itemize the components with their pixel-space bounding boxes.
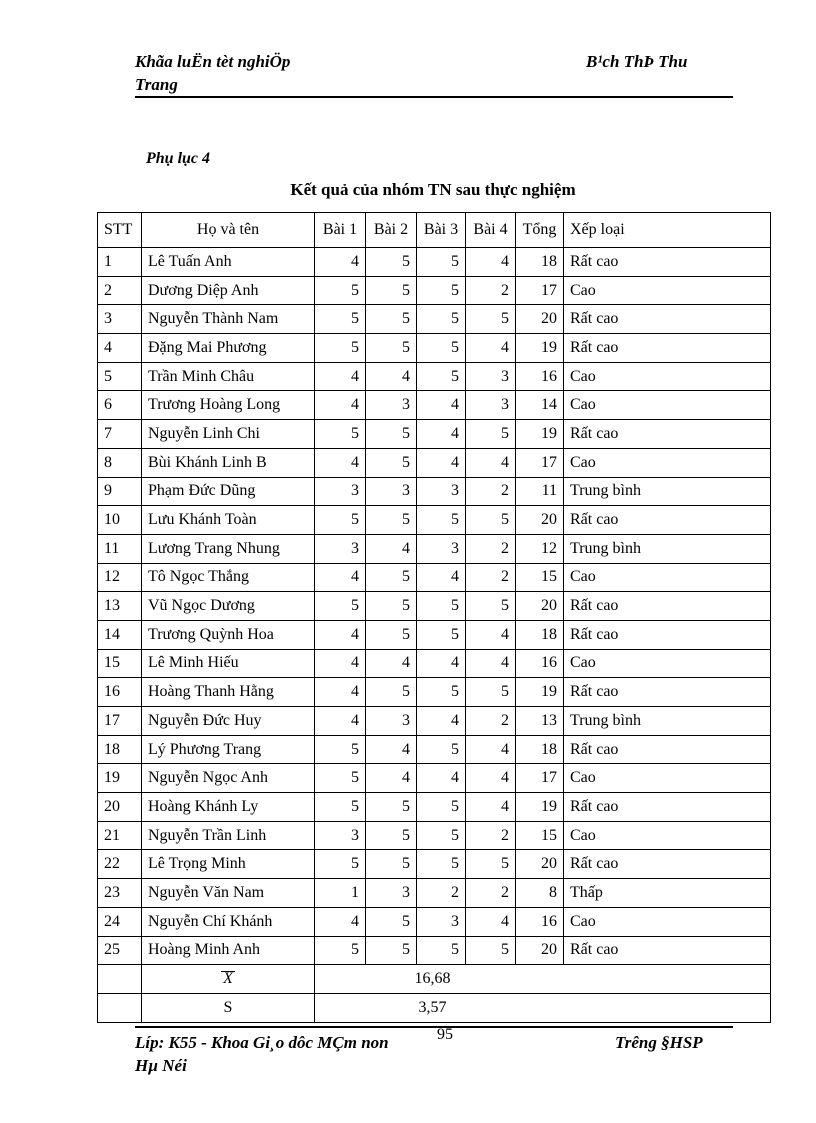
header-rule [135,96,733,98]
cell-name: Dương Diệp Anh [142,276,315,305]
cell-xep-loai: Rất cao [564,735,771,764]
cell-tong: 19 [516,334,564,363]
cell-tong: 17 [516,276,564,305]
cell-xep-loai: Rất cao [564,936,771,965]
cell-bai2: 5 [366,563,417,592]
cell-xep-loai: Thấp [564,879,771,908]
cell-bai3: 4 [417,420,466,449]
table-row [98,448,771,477]
cell-bai3: 5 [417,678,466,707]
cell-stt: 24 [98,907,142,936]
cell-name: Nguyễn Trần Linh [142,821,315,850]
cell-name: Hoàng Khánh Ly [142,793,315,822]
cell-xep-loai: Trung bình [564,707,771,736]
cell-tong: 11 [516,477,564,506]
table-title-text: Kết quả của nhóm TN sau thực nghiệm [290,180,576,199]
cell-bai1: 4 [315,620,366,649]
table-row [98,936,771,965]
cell-bai4: 2 [466,276,516,305]
cell-bai3: 5 [417,305,466,334]
table-row [98,362,771,391]
cell-bai3: 4 [417,391,466,420]
cell-stt: 16 [98,678,142,707]
cell-bai2: 5 [366,620,417,649]
col-header-stt: STT [98,213,142,248]
table-row [98,477,771,506]
cell-name: Lê Minh Hiếu [142,649,315,678]
cell-bai1: 5 [315,735,366,764]
cell-bai3: 5 [417,821,466,850]
table-row [98,821,771,850]
cell-bai2: 3 [366,391,417,420]
table-row [98,907,771,936]
table-row [98,879,771,908]
cell-bai3: 5 [417,248,466,277]
col-header-bai2: Bài 2 [366,213,417,248]
cell-bai2: 5 [366,907,417,936]
mean-label [142,965,315,994]
cell-bai3: 5 [417,506,466,535]
std-value-text: 3,57 [418,998,447,1016]
cell-bai4: 5 [466,850,516,879]
cell-xep-loai: Rất cao [564,620,771,649]
cell-bai3: 3 [417,907,466,936]
cell-bai2: 5 [366,506,417,535]
cell-xep-loai: Rất cao [564,678,771,707]
cell-bai2: 5 [366,936,417,965]
cell-tong: 16 [516,649,564,678]
cell-bai2: 5 [366,420,417,449]
cell-tong: 19 [516,678,564,707]
cell-bai3: 5 [417,793,466,822]
cell-tong: 12 [516,534,564,563]
table-row [98,620,771,649]
footer-left [135,1031,389,1077]
table-row [98,563,771,592]
results-table [97,212,771,1023]
table-row [98,248,771,277]
header-left [135,50,290,96]
cell-tong: 18 [516,248,564,277]
cell-bai4: 4 [466,448,516,477]
cell-tong: 20 [516,592,564,621]
cell-name: Nguyễn Ngọc Anh [142,764,315,793]
cell-bai1: 5 [315,793,366,822]
cell-tong: 20 [516,850,564,879]
cell-tong: 17 [516,764,564,793]
cell-tong: 17 [516,448,564,477]
cell-bai4: 3 [466,362,516,391]
cell-bai1: 4 [315,362,366,391]
cell-stt: 17 [98,707,142,736]
cell-xep-loai: Cao [564,764,771,793]
cell-xep-loai: Rất cao [564,793,771,822]
cell-xep-loai: Cao [564,448,771,477]
cell-bai3: 5 [417,936,466,965]
cell-tong: 13 [516,707,564,736]
cell-xep-loai: Rất cao [564,334,771,363]
cell-bai3: 4 [417,649,466,678]
col-header-xep-loai: Xếp loại [564,213,771,248]
cell-name: Tô Ngọc Thắng [142,563,315,592]
cell-bai3: 5 [417,620,466,649]
cell-bai1: 4 [315,563,366,592]
cell-bai3: 3 [417,534,466,563]
page-number: 95 [437,1026,453,1043]
cell-bai3: 5 [417,276,466,305]
cell-stt: 9 [98,477,142,506]
cell-bai1: 5 [315,506,366,535]
cell-bai1: 3 [315,477,366,506]
cell-bai4: 4 [466,907,516,936]
cell-xep-loai: Trung bình [564,477,771,506]
table-row [98,793,771,822]
col-header-bai3: Bài 3 [417,213,466,248]
cell-bai2: 5 [366,850,417,879]
cell-bai3: 5 [417,735,466,764]
cell-bai4: 4 [466,764,516,793]
cell-bai2: 5 [366,334,417,363]
table-header-row [98,213,771,248]
cell-bai2: 5 [366,592,417,621]
table-row [98,276,771,305]
cell-name: Đặng Mai Phương [142,334,315,363]
cell-stt: 25 [98,936,142,965]
cell-bai1: 4 [315,707,366,736]
cell-stt: 2 [98,276,142,305]
cell-xep-loai: Rất cao [564,420,771,449]
cell-bai2: 3 [366,477,417,506]
cell-stt: 15 [98,649,142,678]
cell-stt: 22 [98,850,142,879]
col-header-name: Họ và tên [142,213,315,248]
cell-name: Trương Hoàng Long [142,391,315,420]
cell-name: Hoàng Minh Anh [142,936,315,965]
cell-xep-loai: Rất cao [564,305,771,334]
table-row [98,391,771,420]
cell-stt: 10 [98,506,142,535]
cell-name: Nguyễn Chí Khánh [142,907,315,936]
cell-bai2: 3 [366,707,417,736]
cell-tong: 16 [516,362,564,391]
cell-stt: 18 [98,735,142,764]
cell-xep-loai: Cao [564,362,771,391]
cell-stt: 23 [98,879,142,908]
cell-name: Trương Quỳnh Hoa [142,620,315,649]
table-row [98,420,771,449]
cell-bai2: 5 [366,248,417,277]
table-row [98,764,771,793]
table-row [98,735,771,764]
cell-bai1: 1 [315,879,366,908]
cell-stt: 12 [98,563,142,592]
cell-bai3: 3 [417,477,466,506]
mean-value-text: 16,68 [414,970,451,988]
cell-xep-loai: Cao [564,563,771,592]
mean-value [315,965,771,994]
cell-tong: 15 [516,563,564,592]
cell-stt: 8 [98,448,142,477]
footer-right: Trêng §HSP [615,1033,703,1052]
cell-bai4: 5 [466,936,516,965]
cell-tong: 14 [516,391,564,420]
cell-bai3: 4 [417,448,466,477]
cell-stt: 20 [98,793,142,822]
cell-xep-loai: Trung bình [564,534,771,563]
cell-bai1: 4 [315,907,366,936]
cell-bai3: 4 [417,707,466,736]
footer-left-line1: Líp: K55 - Khoa Gi¸o dôc MÇm non [135,1033,389,1052]
table-row [98,305,771,334]
summary-empty-cell [98,993,142,1022]
cell-bai4: 3 [466,391,516,420]
cell-bai4: 2 [466,879,516,908]
cell-bai1: 4 [315,248,366,277]
header-left-line1: Khãa luËn tèt nghiÖp [135,52,291,71]
table-row [98,506,771,535]
cell-stt: 1 [98,248,142,277]
cell-bai3: 4 [417,563,466,592]
cell-tong: 8 [516,879,564,908]
cell-name: Lưu Khánh Toàn [142,506,315,535]
cell-bai2: 5 [366,678,417,707]
cell-bai1: 3 [315,821,366,850]
cell-bai4: 2 [466,707,516,736]
summary-row-mean [98,965,771,994]
cell-tong: 20 [516,305,564,334]
table-row [98,592,771,621]
mean-symbol: X [223,970,233,988]
cell-stt: 11 [98,534,142,563]
cell-bai4: 4 [466,248,516,277]
cell-bai3: 4 [417,764,466,793]
cell-bai1: 4 [315,448,366,477]
table-row [98,850,771,879]
cell-tong: 20 [516,506,564,535]
cell-bai4: 4 [466,620,516,649]
cell-bai1: 4 [315,649,366,678]
cell-bai4: 2 [466,534,516,563]
cell-xep-loai: Cao [564,649,771,678]
header-left-line2: Trang [135,75,178,94]
cell-bai1: 5 [315,305,366,334]
cell-stt: 5 [98,362,142,391]
cell-name: Hoàng Thanh Hằng [142,678,315,707]
summary-empty-cell [98,965,142,994]
cell-bai4: 2 [466,477,516,506]
cell-xep-loai: Cao [564,907,771,936]
footer-left-line2: Hµ Néi [135,1056,187,1075]
cell-bai2: 5 [366,276,417,305]
cell-bai2: 5 [366,448,417,477]
cell-bai4: 5 [466,305,516,334]
cell-bai1: 5 [315,592,366,621]
cell-stt: 7 [98,420,142,449]
cell-stt: 3 [98,305,142,334]
table-row [98,649,771,678]
cell-xep-loai: Rất cao [564,248,771,277]
footer-rule [135,1026,733,1028]
cell-name: Phạm Đức Dũng [142,477,315,506]
cell-stt: 21 [98,821,142,850]
cell-bai2: 5 [366,821,417,850]
cell-xep-loai: Cao [564,276,771,305]
cell-bai3: 5 [417,362,466,391]
cell-tong: 18 [516,735,564,764]
cell-bai4: 5 [466,506,516,535]
cell-name: Lương Trang Nhung [142,534,315,563]
cell-stt: 13 [98,592,142,621]
cell-name: Lê Trọng Minh [142,850,315,879]
cell-bai2: 5 [366,793,417,822]
std-label: S [142,993,315,1022]
col-header-tong: Tổng [516,213,564,248]
cell-stt: 4 [98,334,142,363]
cell-name: Nguyễn Thành Nam [142,305,315,334]
cell-name: Nguyễn Văn Nam [142,879,315,908]
cell-bai4: 2 [466,563,516,592]
cell-bai4: 5 [466,420,516,449]
cell-bai4: 4 [466,334,516,363]
cell-bai2: 4 [366,362,417,391]
cell-bai1: 5 [315,334,366,363]
cell-bai4: 4 [466,649,516,678]
cell-bai4: 4 [466,793,516,822]
cell-bai2: 3 [366,879,417,908]
cell-name: Vũ Ngọc Dương [142,592,315,621]
cell-bai4: 5 [466,678,516,707]
table-row [98,707,771,736]
col-header-bai1: Bài 1 [315,213,366,248]
cell-bai3: 2 [417,879,466,908]
table-row [98,678,771,707]
cell-name: Lý Phương Trang [142,735,315,764]
cell-bai1: 5 [315,420,366,449]
cell-bai4: 4 [466,735,516,764]
cell-bai1: 3 [315,534,366,563]
cell-tong: 20 [516,936,564,965]
col-header-bai4: Bài 4 [466,213,516,248]
cell-tong: 19 [516,793,564,822]
table-row [98,334,771,363]
cell-name: Lê Tuấn Anh [142,248,315,277]
cell-bai4: 2 [466,821,516,850]
table-title [0,180,816,200]
cell-tong: 19 [516,420,564,449]
cell-bai2: 4 [366,764,417,793]
cell-bai1: 5 [315,936,366,965]
cell-tong: 18 [516,620,564,649]
cell-bai1: 4 [315,678,366,707]
cell-xep-loai: Rất cao [564,592,771,621]
table-row [98,534,771,563]
cell-bai1: 4 [315,391,366,420]
cell-name: Nguyễn Linh Chi [142,420,315,449]
cell-bai3: 5 [417,850,466,879]
cell-bai1: 5 [315,850,366,879]
cell-xep-loai: Rất cao [564,506,771,535]
appendix-label: Phụ lục 4 [146,150,211,167]
cell-name: Bùi Khánh Linh B [142,448,315,477]
cell-bai2: 4 [366,735,417,764]
cell-stt: 14 [98,620,142,649]
cell-stt: 19 [98,764,142,793]
cell-tong: 15 [516,821,564,850]
cell-bai2: 5 [366,305,417,334]
cell-bai1: 5 [315,276,366,305]
cell-xep-loai: Cao [564,821,771,850]
std-value [315,993,771,1022]
cell-xep-loai: Cao [564,391,771,420]
cell-bai3: 5 [417,592,466,621]
cell-bai4: 5 [466,592,516,621]
cell-name: Trần Minh Châu [142,362,315,391]
cell-bai2: 4 [366,649,417,678]
cell-tong: 16 [516,907,564,936]
cell-bai1: 5 [315,764,366,793]
cell-name: Nguyễn Đức Huy [142,707,315,736]
cell-bai2: 4 [366,534,417,563]
summary-row-std [98,993,771,1022]
cell-xep-loai: Rất cao [564,850,771,879]
cell-bai3: 5 [417,334,466,363]
cell-stt: 6 [98,391,142,420]
header-right: B¹ch ThÞ Thu [586,52,688,71]
